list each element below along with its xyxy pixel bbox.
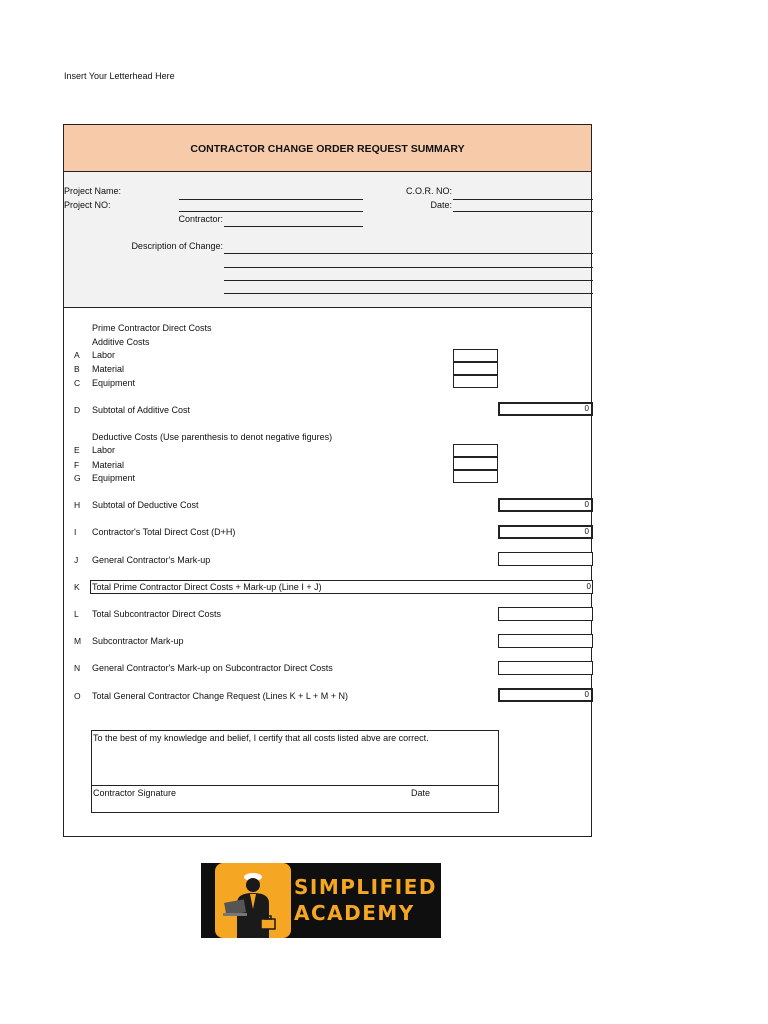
row-letter-b: B: [74, 364, 80, 374]
sub-markup-input[interactable]: [498, 634, 593, 648]
deductive-equipment-input[interactable]: [453, 470, 498, 483]
row-letter-c: C: [74, 378, 81, 388]
project-name-label: Project Name:: [64, 186, 122, 196]
prime-costs-heading: Prime Contractor Direct Costs: [92, 323, 212, 333]
description-line-2[interactable]: [224, 267, 593, 268]
additive-material-input[interactable]: [453, 362, 498, 375]
row-letter-a: A: [74, 350, 80, 360]
total-direct-cost-value: 0: [498, 525, 593, 539]
change-order-form: [63, 124, 592, 837]
contractor-signature-label[interactable]: Contractor Signature: [93, 788, 177, 798]
row-label-f: Material: [92, 460, 125, 470]
row-letter-f: F: [74, 460, 80, 470]
row-label-e: Labor: [92, 445, 116, 455]
date-field[interactable]: [453, 211, 593, 212]
logo-line-1: SIMPLIFIED: [294, 875, 437, 899]
row-label-i: Contractor's Total Direct Cost (D+H): [92, 527, 236, 537]
row-label-j: General Contractor's Mark-up: [92, 555, 211, 565]
additive-equipment-input[interactable]: [453, 375, 498, 388]
sub-direct-costs-input[interactable]: [498, 607, 593, 621]
deductive-costs-heading: Deductive Costs (Use parenthesis to denot negative figures): [92, 432, 333, 442]
form-header: [64, 125, 591, 172]
description-line-3[interactable]: [224, 280, 593, 281]
additive-labor-input[interactable]: [453, 349, 498, 362]
row-letter-j: J: [74, 555, 79, 565]
row-letter-i: I: [74, 527, 77, 537]
form-title: CONTRACTOR CHANGE ORDER REQUEST SUMMARY: [190, 143, 465, 155]
logo-line-2: ACADEMY: [294, 901, 415, 925]
project-info-section: [64, 172, 591, 308]
simplified-academy-logo: [201, 863, 441, 938]
gc-markup-input[interactable]: [498, 552, 593, 566]
row-letter-d: D: [74, 405, 81, 415]
letterhead-placeholder: Insert Your Letterhead Here: [64, 71, 175, 81]
row-letter-m: M: [74, 636, 82, 646]
row-label-k: Total Prime Contractor Direct Costs + Mark-up (Line I + J): [92, 582, 322, 592]
project-no-field[interactable]: [179, 211, 363, 212]
row-label-m: Subcontractor Mark-up: [92, 636, 184, 646]
row-letter-l: L: [74, 609, 79, 619]
total-change-request-value: 0: [498, 688, 593, 702]
project-name-field[interactable]: [179, 199, 363, 200]
row-letter-e: E: [74, 445, 80, 455]
row-label-c: Equipment: [92, 378, 136, 388]
row-label-o: Total General Contractor Change Request (Lines K + L + M + N): [92, 691, 349, 701]
row-label-h: Subtotal of Deductive Cost: [92, 500, 199, 510]
description-line-4[interactable]: [224, 293, 593, 294]
subtotal-additive-value: 0: [498, 402, 593, 416]
row-label-b: Material: [92, 364, 125, 374]
row-letter-g: G: [74, 473, 81, 483]
row-label-n: General Contractor's Mark-up on Subcontractor Direct Costs: [92, 663, 333, 673]
contractor-label: Contractor:: [178, 214, 223, 224]
engineer-with-laptop-icon: [215, 863, 291, 938]
gc-markup-sub-input[interactable]: [498, 661, 593, 675]
row-letter-k: K: [74, 582, 80, 592]
cor-no-label: C.O.R. NO:: [405, 186, 452, 196]
description-label: Description of Change:: [131, 241, 223, 251]
cor-no-field[interactable]: [453, 199, 593, 200]
additive-costs-heading: Additive Costs: [92, 337, 150, 347]
row-letter-o: O: [74, 691, 81, 701]
total-prime-value: 0: [586, 582, 591, 591]
row-label-g: Equipment: [92, 473, 136, 483]
deductive-material-input[interactable]: [453, 457, 498, 470]
row-label-d: Subtotal of Additive Cost: [92, 405, 191, 415]
description-line-1[interactable]: [224, 253, 593, 254]
project-no-label: Project NO:: [64, 200, 111, 210]
subtotal-deductive-value: 0: [498, 498, 593, 512]
certification-statement: To the best of my knowledge and belief, I certify that all costs listed abve are correct.: [93, 733, 429, 743]
date-label: Date:: [430, 200, 452, 210]
contractor-field[interactable]: [224, 226, 363, 227]
certification-box: [91, 730, 499, 813]
row-label-a: Labor: [92, 350, 116, 360]
row-label-l: Total Subcontractor Direct Costs: [92, 609, 222, 619]
row-letter-h: H: [74, 500, 81, 510]
signature-date-label[interactable]: Date: [411, 788, 431, 798]
row-letter-n: N: [74, 663, 81, 673]
deductive-labor-input[interactable]: [453, 444, 498, 457]
signature-divider: [92, 785, 498, 786]
